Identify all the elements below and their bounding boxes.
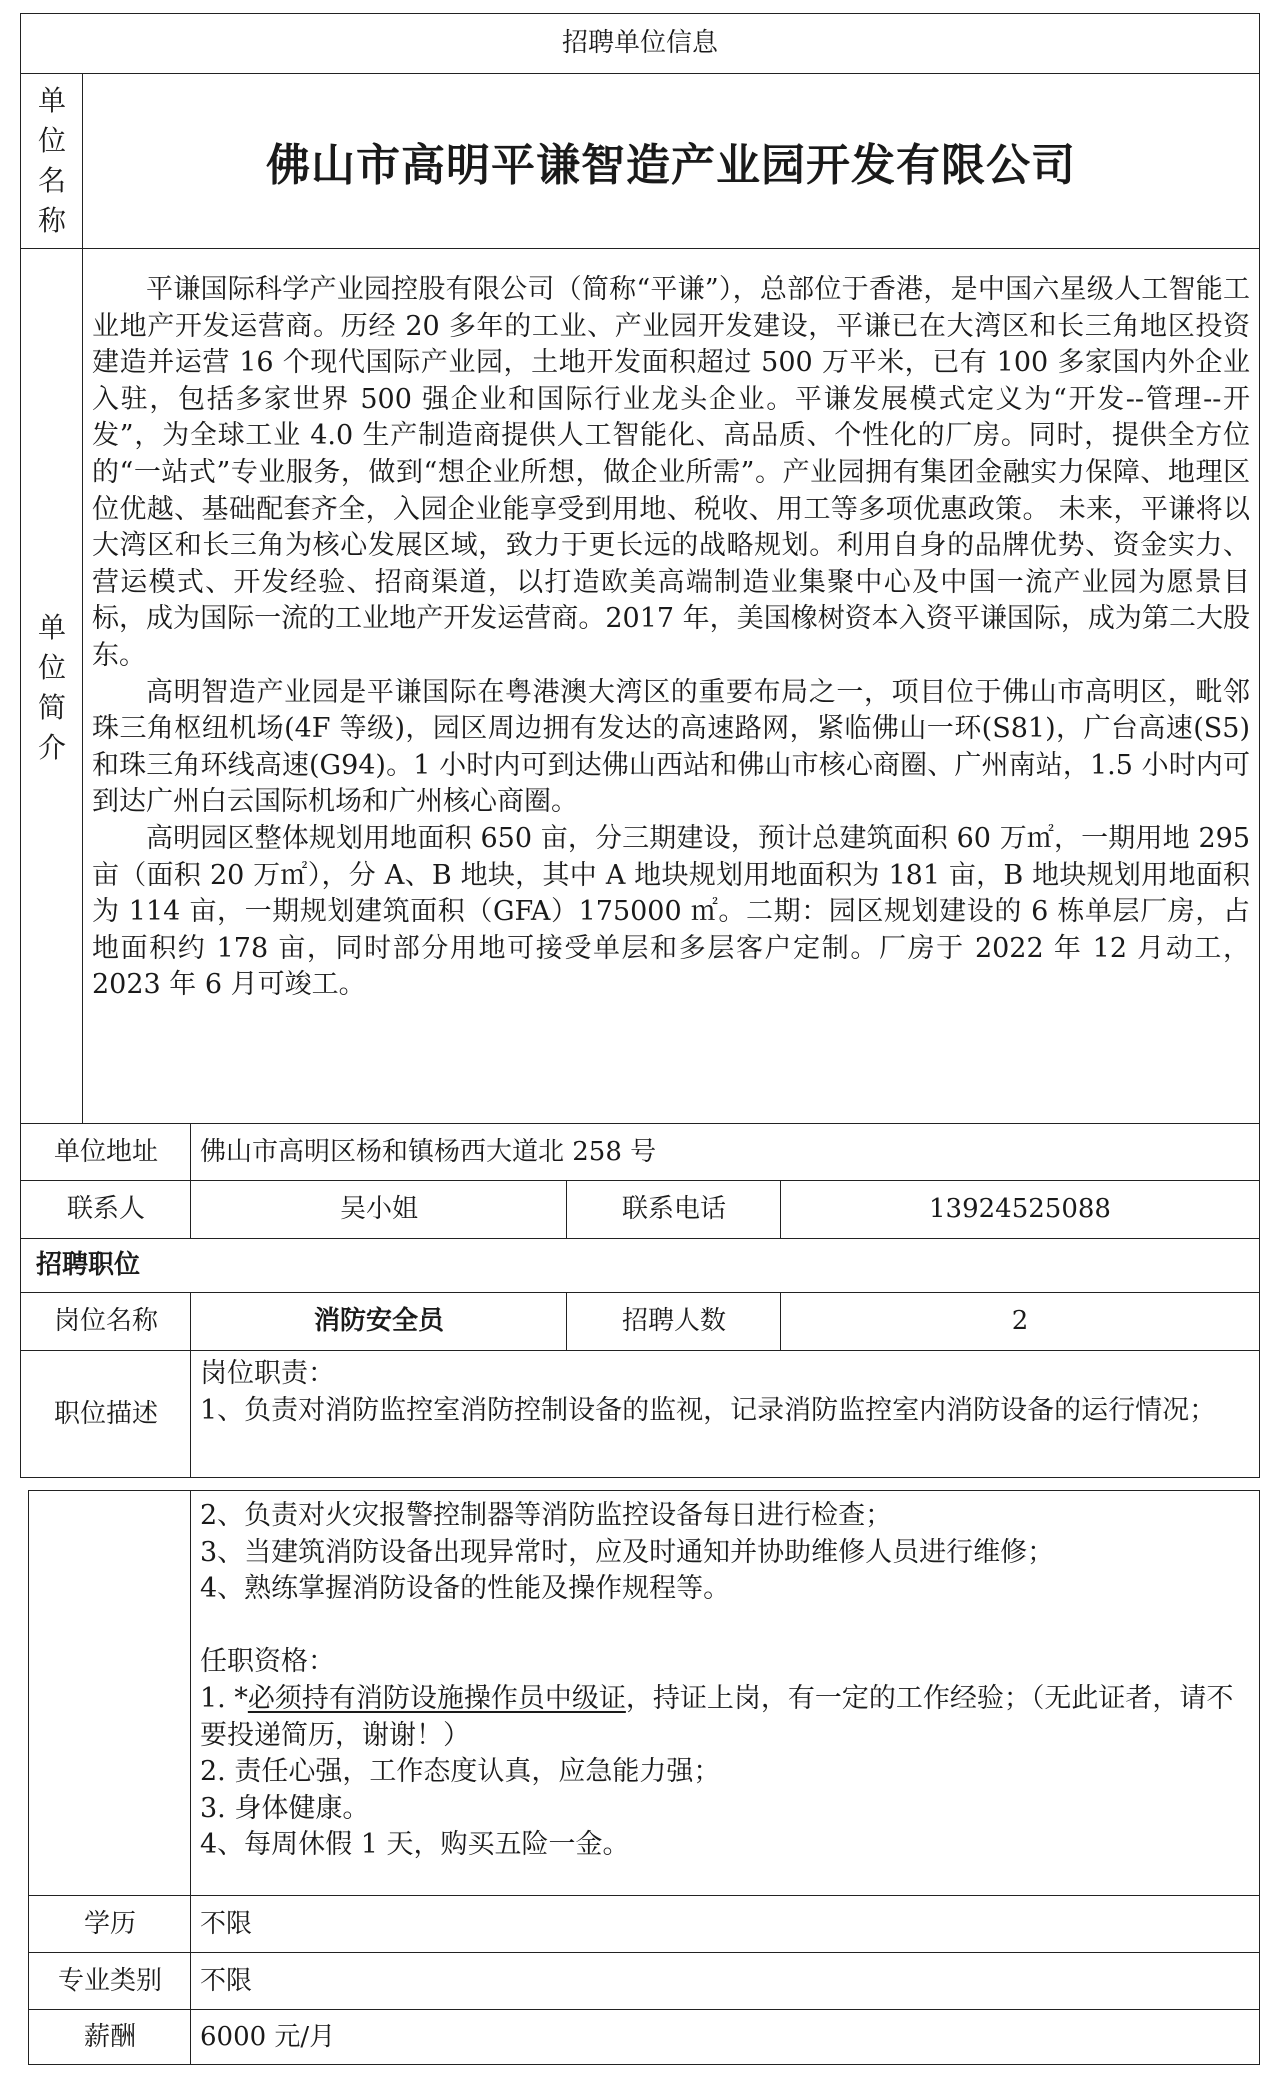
table-header-title: 招聘单位信息	[561, 28, 718, 58]
label-char: 介	[37, 730, 66, 764]
label-char: 单	[37, 83, 66, 117]
qualification-item	[200, 1681, 1250, 1754]
education-label: 学历	[83, 1908, 136, 1939]
contact-label: 联系人	[66, 1194, 145, 1224]
headcount-value: 2	[1011, 1306, 1029, 1336]
label-char: 简	[37, 690, 66, 724]
job-description-label: 职位描述	[53, 1399, 158, 1429]
duty-item: 2、负责对火灾报警控制器等消防监控设备每日进行检查；	[200, 1500, 893, 1531]
duty-item: 1、负责对消防监控室消防控制设备的监视，记录消防监控室内消防设备的运行情况；	[200, 1394, 1217, 1426]
label-char: 位	[37, 650, 66, 684]
label-char: 位	[37, 123, 66, 157]
intro-paragraph: 平谦国际科学产业园控股有限公司（简称“平谦”），总部位于香港，是中国六星级人工智能工业地产开发运营商。历经 20 多年的工业、产业园开发建设，平谦已在大湾区和长三角地区投资建造并运营 16 个现代国际产业园，土地开发面积超过 500 万平米，已有 100 多家国内外企业入驻，包括多家世界 500 强企业和国际行业龙头企业。平谦发展模式定义为“开发--管理--开发”，为全球工业 4.0 生产制造商提供人工智能化、高品质、个性化的厂房。同时，提供全方位的“一站式”专业服务，做到“想企业所想，做企业所需”。产业园拥有集团金融实力保障、地理区位优越、基础配套齐全，入园企业能享受到用地、税收、用工等多项优惠政策。 未来，平谦将以大湾区和长三角为核心发展区域，致力于更长远的战略规划。利用自身的品牌优势、资金实力、营运模式、开发经验、招商渠道，以打造欧美高端制造业集聚中心及中国一流产业园为愿景目标，成为国际一流的工业地产开发运营商。2017 年，美国橡树资本入资平谦国际，成为第二大股东。	[92, 274, 1250, 671]
positions-section-label: 招聘职位	[36, 1250, 141, 1280]
company-intro-label	[22, 600, 82, 775]
intro-paragraph: 高明智造产业园是平谦国际在粤港澳大湾区的重要布局之一，项目位于佛山市高明区，毗邻珠三角枢纽机场(4F 等级)，园区周边拥有发达的高速路网，紧临佛山一环(S81)，广台高速(S5)和珠三角环线高速(G94)。1 小时内可到达佛山西站和佛山市核心商圈、广州南站，1.5 小时内可到达广州白云国际机场和广州核心商圈。	[92, 676, 1250, 818]
label-char: 称	[37, 203, 66, 237]
company-address: 佛山市高明区杨和镇杨西大道北 258 号	[200, 1136, 657, 1167]
label-char: 单	[37, 610, 66, 644]
major-label: 专业类别	[57, 1965, 162, 1996]
qualification-item: 3. 身体健康。	[200, 1792, 370, 1824]
contact-name: 吴小姐	[339, 1194, 418, 1224]
qualifications-heading: 任职资格：	[200, 1646, 335, 1678]
headcount-label: 招聘人数	[621, 1306, 726, 1336]
qualification-suffix: ，持证上岗，有一定的工作经验；（无此证者，请不要投递简历，谢谢！）	[200, 1682, 1234, 1751]
qualification-item: 4、每周休假 1 天，购买五险一金。	[200, 1829, 630, 1861]
position-title: 消防安全员	[313, 1306, 444, 1336]
company-name-label	[22, 73, 82, 248]
job-description-part1	[200, 1356, 1250, 1476]
salary-value: 6000 元/月	[200, 2022, 336, 2052]
intro-paragraph: 高明园区整体规划用地面积 650 亩，分三期建设，预计总建筑面积 60 万㎡，一期用地 295 亩（面积 20 万㎡），分 A、B 地块，其中 A 地块规划用地面积为 181 亩，B 地块规划用地面积为 114 亩，一期规划建筑面积（GFA）175000 ㎡。二期：园区规划建设的 6 栋单层厂房，占地面积约 178 亩，同时部分用地可接受单层和多层客户定制。厂房于 2022 年 12 月动工，2023 年 6 月可竣工。	[92, 822, 1250, 1001]
phone-number: 13924525088	[929, 1194, 1111, 1224]
qualification-prefix: 1. *	[200, 1682, 248, 1714]
job-description-part2	[200, 1498, 1250, 1893]
required-certificate: 必须持有消防设施操作员中级证	[247, 1682, 626, 1714]
major-value: 不限	[200, 1965, 253, 1996]
company-intro	[92, 272, 1250, 1112]
position-title-label: 岗位名称	[53, 1306, 158, 1336]
salary-label: 薪酬	[83, 2022, 136, 2052]
qualification-item: 2. 责任心强，工作态度认真，应急能力强；	[200, 1756, 721, 1788]
label-char: 名	[37, 163, 66, 197]
duty-item: 4、熟练掌握消防设备的性能及操作规程等。	[200, 1573, 731, 1605]
duties-heading: 岗位职责：	[200, 1358, 335, 1389]
company-name: 佛山市高明平谦智造产业园开发有限公司	[266, 139, 1076, 191]
duty-item: 3、当建筑消防设备出现异常时，应及时通知并协助维修人员进行维修；	[200, 1536, 1055, 1568]
education-value: 不限	[200, 1908, 253, 1939]
phone-label: 联系电话	[621, 1194, 726, 1224]
address-label: 单位地址	[53, 1136, 158, 1167]
